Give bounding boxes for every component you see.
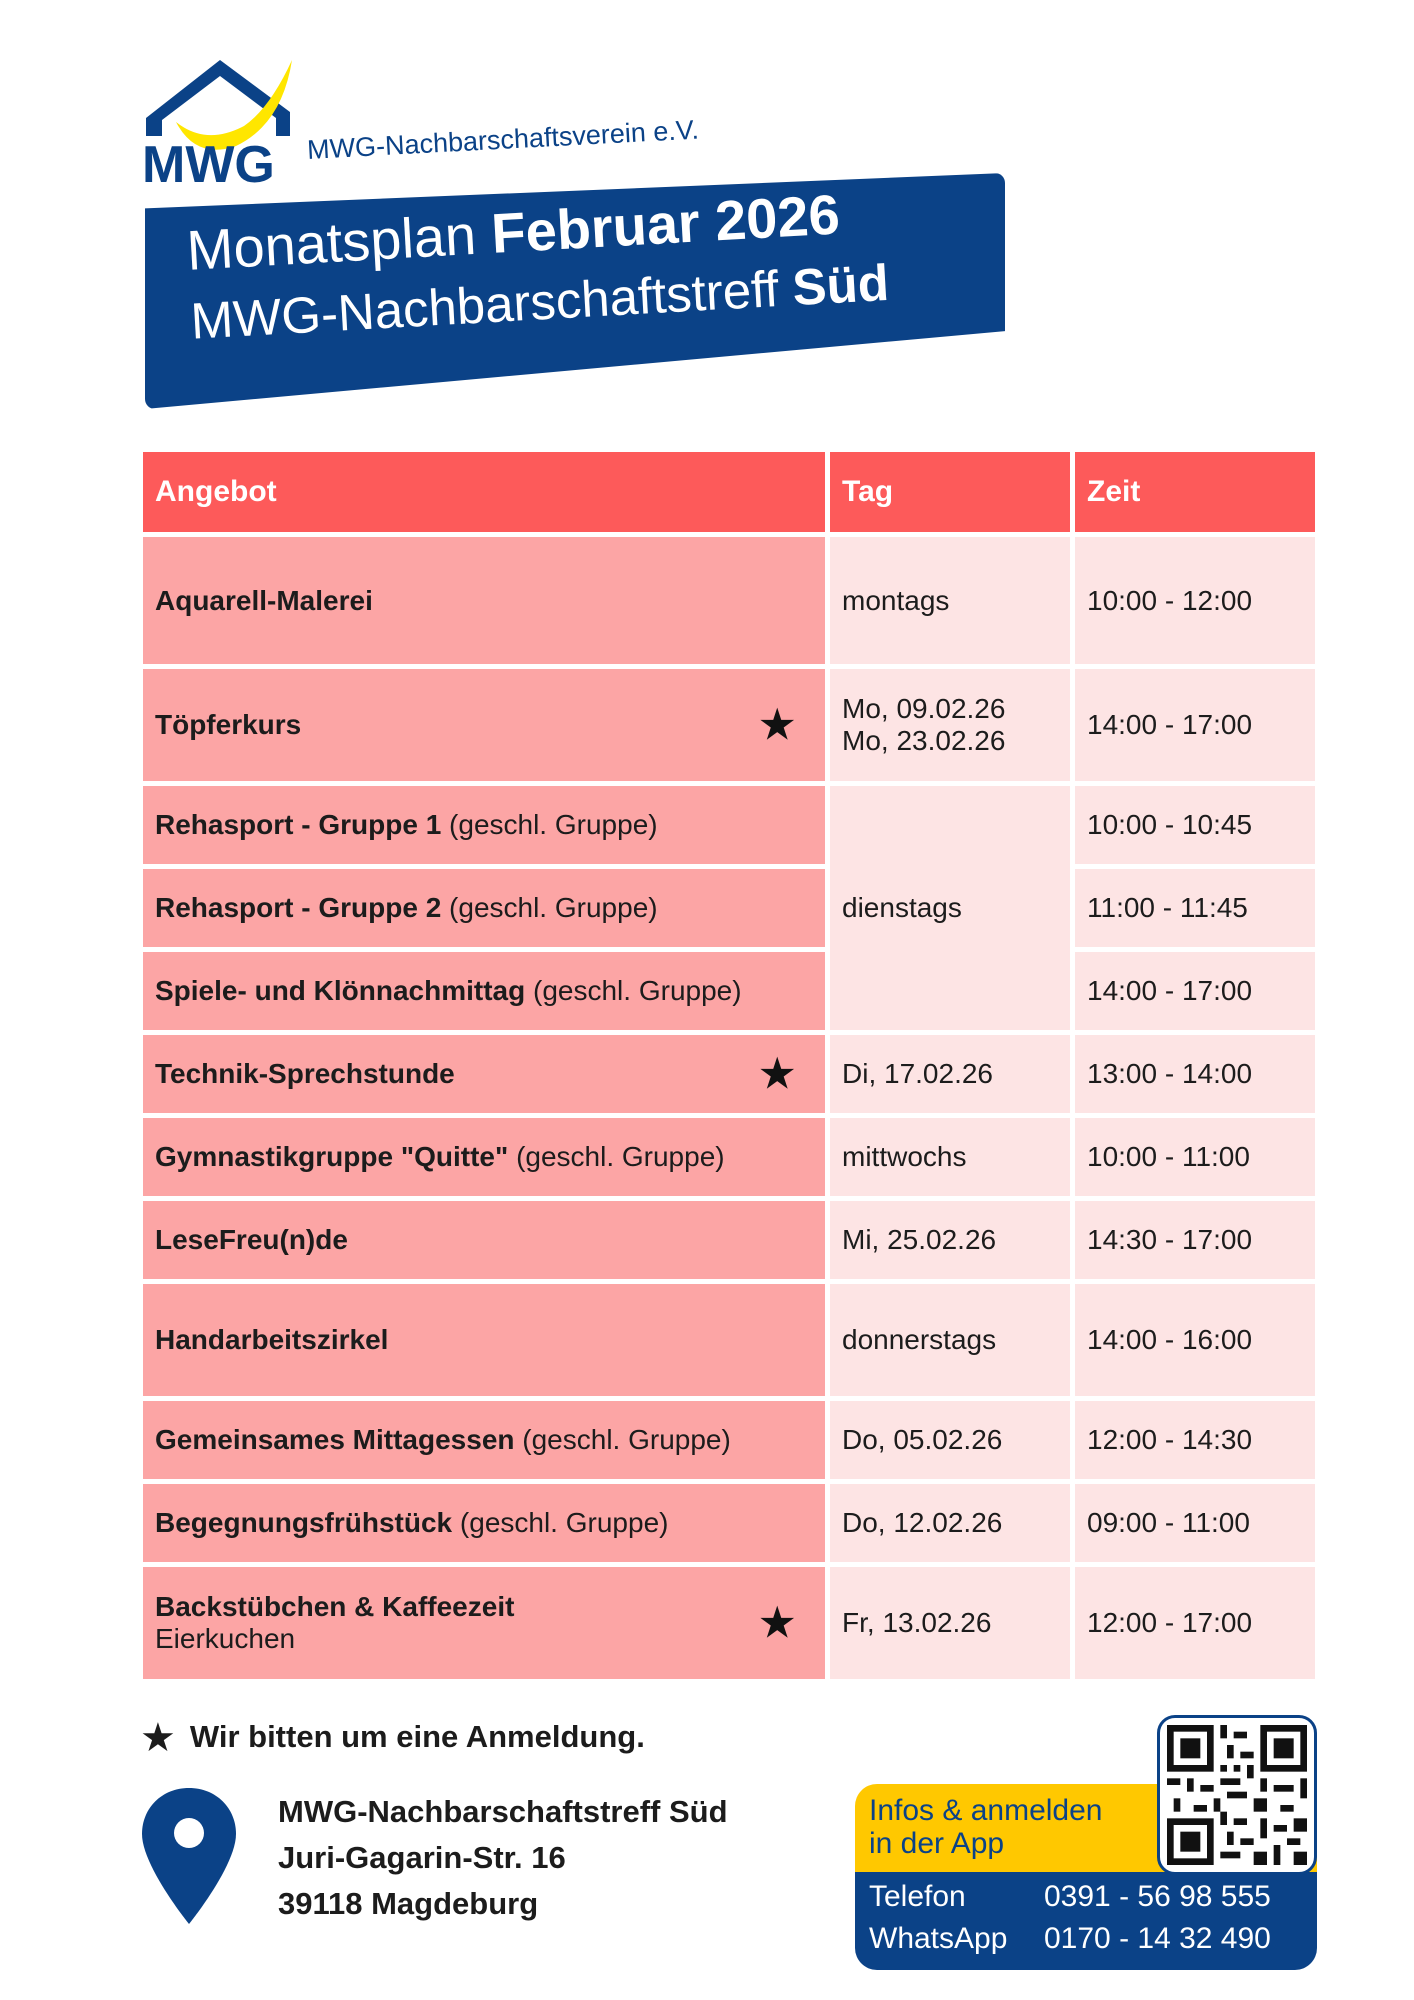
org-name: MWG-Nachbarschaftsverein e.V.: [306, 114, 700, 166]
qr-code[interactable]: [1157, 1715, 1317, 1875]
schedule-table: [138, 447, 1320, 1684]
time-cell: 10:00 - 12:00: [1075, 537, 1315, 664]
table-row: [143, 869, 1315, 947]
activity-cell: Aquarell-Malerei: [143, 537, 825, 664]
table-row: [143, 1484, 1315, 1562]
phone-row: Telefon 0391 - 56 98 555: [869, 1880, 1271, 1913]
whatsapp-number[interactable]: 0170 - 14 32 490: [1044, 1922, 1271, 1955]
time-cell: 14:00 - 17:00: [1075, 669, 1315, 781]
column-header-tag: Tag: [830, 452, 1070, 532]
table-row: [143, 1401, 1315, 1479]
table-row: [143, 669, 1315, 781]
phone-number[interactable]: 0391 - 56 98 555: [1044, 1880, 1271, 1913]
activity-cell: Töpferkurs ★: [143, 669, 825, 781]
activity-cell: Gemeinsames Mittagessen (geschl. Gruppe): [143, 1401, 825, 1479]
time-cell: 12:00 - 17:00: [1075, 1567, 1315, 1679]
time-cell: 14:00 - 17:00: [1075, 952, 1315, 1030]
day-cell: Fr, 13.02.26: [830, 1567, 1070, 1679]
column-header-angebot: Angebot: [143, 452, 825, 532]
day-cell: Do, 05.02.26: [830, 1401, 1070, 1479]
table-row: [143, 1284, 1315, 1396]
activity-cell: Rehasport - Gruppe 2 (geschl. Gruppe): [143, 869, 825, 947]
time-cell: 10:00 - 11:00: [1075, 1118, 1315, 1196]
activity-cell: Rehasport - Gruppe 1 (geschl. Gruppe): [143, 786, 825, 864]
activity-cell: Backstübchen & Kaffeezeit Eierkuchen ★: [143, 1567, 825, 1679]
table-row: [143, 1118, 1315, 1196]
day-cell: Mo, 09.02.26 Mo, 23.02.26: [830, 669, 1070, 781]
column-header-zeit: Zeit: [1075, 452, 1315, 532]
day-cell: Mi, 25.02.26: [830, 1201, 1070, 1279]
app-info-text: Infos & anmelden in der App: [869, 1794, 1103, 1860]
logo-text: MWG: [142, 136, 275, 186]
star-icon: ★: [757, 1598, 797, 1648]
activity-cell: Technik-Sprechstunde ★: [143, 1035, 825, 1113]
registration-notice: ★ Wir bitten um eine Anmeldung.: [140, 1716, 645, 1760]
activity-cell: Handarbeitszirkel: [143, 1284, 825, 1396]
time-cell: 09:00 - 11:00: [1075, 1484, 1315, 1562]
whatsapp-row: WhatsApp 0170 - 14 32 490: [869, 1922, 1271, 1955]
qr-code-icon: [1167, 1725, 1307, 1865]
star-icon: ★: [757, 1049, 797, 1099]
activity-cell: Gymnastikgruppe "Quitte" (geschl. Gruppe): [143, 1118, 825, 1196]
table-row: [143, 1567, 1315, 1679]
location-pin-icon: [140, 1786, 238, 1926]
page-title: Monatsplan Februar 2026 MWG-Nachbarschaftstreff Süd: [185, 182, 891, 350]
table-row: [143, 786, 1315, 864]
time-cell: 10:00 - 10:45: [1075, 786, 1315, 864]
table-row: [143, 952, 1315, 1030]
address-name: MWG-Nachbarschaftstreff Süd: [278, 1794, 728, 1829]
table-row: [143, 537, 1315, 664]
day-cell: Di, 17.02.26: [830, 1035, 1070, 1113]
activity-cell: Begegnungsfrühstück (geschl. Gruppe): [143, 1484, 825, 1562]
address-city: 39118 Magdeburg: [278, 1886, 539, 1921]
day-cell: Do, 12.02.26: [830, 1484, 1070, 1562]
time-cell: 14:30 - 17:00: [1075, 1201, 1315, 1279]
time-cell: 12:00 - 14:30: [1075, 1401, 1315, 1479]
day-cell: mittwochs: [830, 1118, 1070, 1196]
activity-cell: LeseFreu(n)de: [143, 1201, 825, 1279]
time-cell: 11:00 - 11:45: [1075, 869, 1315, 947]
time-cell: 14:00 - 16:00: [1075, 1284, 1315, 1396]
activity-cell: Spiele- und Klönnachmittag (geschl. Gruppe): [143, 952, 825, 1030]
address-block: [278, 1789, 728, 1927]
day-cell: donnerstags: [830, 1284, 1070, 1396]
table-row: [143, 1035, 1315, 1113]
star-icon: ★: [757, 700, 797, 750]
day-cell: montags: [830, 537, 1070, 664]
address-street: Juri-Gagarin-Str. 16: [278, 1840, 566, 1875]
time-cell: 13:00 - 14:00: [1075, 1035, 1315, 1113]
day-cell: dienstags: [830, 786, 1070, 1030]
table-row: [143, 1201, 1315, 1279]
table-header-row: [143, 452, 1315, 532]
mwg-logo: [140, 46, 310, 186]
star-icon: ★: [140, 1716, 176, 1760]
